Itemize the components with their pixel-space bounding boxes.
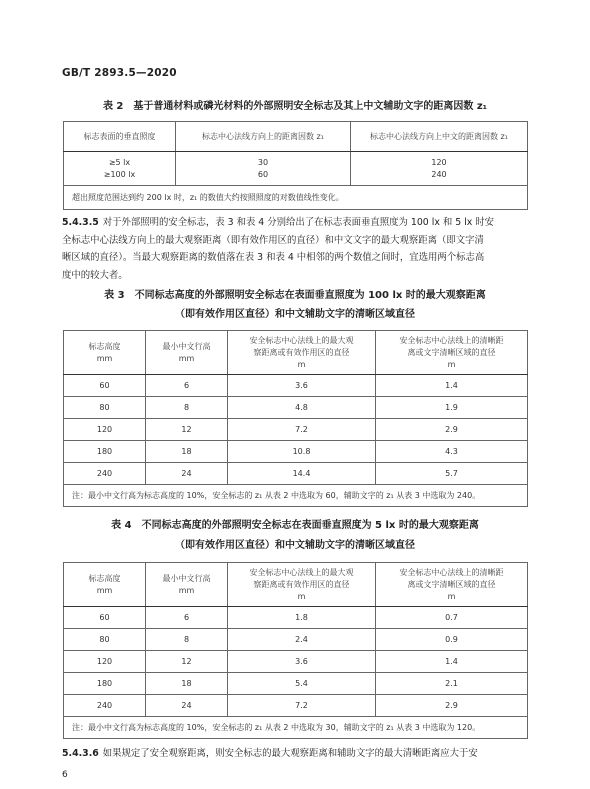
table2-header-cell: 标志中心法线方向上的距离因数 z₁ bbox=[176, 122, 351, 152]
header-text: 标志高度 bbox=[88, 341, 121, 351]
table-row bbox=[64, 651, 528, 673]
table4-cell: 8 bbox=[146, 629, 228, 651]
table2-cell: 120 bbox=[431, 157, 447, 167]
clause-text-line: 对于外部照明的安全标志，表 3 和表 4 分别给出了在标志表面垂直照度为 100 lx 和 5 lx 时安 bbox=[102, 217, 495, 228]
header-unit: mm bbox=[178, 353, 195, 363]
clause-text-line: 度中的较大者。 bbox=[62, 269, 128, 281]
table2-note: 超出照度范围达到约 200 lx 时，z₁ 的数值大约按照照度的对数值线性变化。 bbox=[64, 186, 528, 210]
table2-cell: ≥5 lx bbox=[108, 157, 131, 167]
table3-cell: 240 bbox=[64, 463, 146, 485]
header-text: 离或文字清晰区域的直径 bbox=[407, 579, 496, 589]
table3-cell: 14.4 bbox=[228, 463, 376, 485]
table4-cell: 24 bbox=[146, 695, 228, 717]
table3-cell: 8 bbox=[146, 397, 228, 419]
standard-code: GB/T 2893.5—2020 bbox=[62, 67, 177, 79]
table2-cell-group bbox=[64, 152, 176, 186]
header-text: 安全标志中心法线上的清晰距 bbox=[399, 335, 504, 345]
header-unit: m bbox=[447, 591, 456, 601]
table4-cell: 240 bbox=[64, 695, 146, 717]
table4-caption-line2: （即有效作用区直径）和中文辅助文字的清晰区域直径 bbox=[175, 540, 415, 551]
table3-cell: 10.8 bbox=[228, 441, 376, 463]
table4-cell: 2.9 bbox=[376, 695, 528, 717]
clause-number: 5.4.3.5 bbox=[62, 217, 99, 228]
clause-text-line: 晰区域的直径）。当最大观察距离的数值落在表 3 和表 4 中相邻的两个数值之间时，宜选用两个标志高 bbox=[62, 252, 485, 263]
table3-note: 注：最小中文行高为标志高度的 10%，安全标志的 z₁ 从表 2 中选取为 60，辅助文字的 z₁ 从表 3 中选取为 240。 bbox=[64, 485, 528, 507]
table3-cell: 60 bbox=[64, 375, 146, 397]
header-unit: m bbox=[297, 591, 306, 601]
table2-header-cell: 标志中心法线方向上中文的距离因数 z₁ bbox=[351, 122, 528, 152]
clause-5-4-3-6 bbox=[62, 745, 528, 763]
table2 bbox=[63, 121, 528, 210]
table3-header-cell bbox=[376, 331, 528, 375]
table4-cell: 2.1 bbox=[376, 673, 528, 695]
table4-cell: 7.2 bbox=[228, 695, 376, 717]
header-unit: mm bbox=[96, 585, 113, 595]
table3-cell: 1.9 bbox=[376, 397, 528, 419]
table2-cell: 30 bbox=[257, 157, 269, 167]
table3-header-cell bbox=[146, 331, 228, 375]
table-row bbox=[64, 152, 528, 186]
table2-caption: 表 2 基于普通材料或磷光材料的外部照明安全标志及其上中文辅助文字的距离因数 z₁ bbox=[102, 101, 488, 112]
header-text: 最小中文行高 bbox=[162, 573, 211, 583]
table4-header-cell bbox=[64, 563, 146, 607]
table4-header-cell bbox=[146, 563, 228, 607]
table2-cell-group bbox=[351, 152, 528, 186]
table3-cell: 4.8 bbox=[228, 397, 376, 419]
clause-text-line: 如果规定了安全观察距离，则安全标志的最大观察距离和辅助文字的最大清晰距离应大于安 bbox=[102, 748, 478, 759]
clause-number: 5.4.3.6 bbox=[62, 748, 99, 759]
table3-cell: 1.4 bbox=[376, 375, 528, 397]
header-text: 标志高度 bbox=[88, 573, 121, 583]
table3-cell: 24 bbox=[146, 463, 228, 485]
table3-cell: 120 bbox=[64, 419, 146, 441]
table4-cell: 2.4 bbox=[228, 629, 376, 651]
table-row bbox=[64, 397, 528, 419]
table4-cell: 3.6 bbox=[228, 651, 376, 673]
table4-caption-line1: 表 4 不同标志高度的外部照明安全标志在表面垂直照度为 5 lx 时的最大观察距离 bbox=[111, 520, 479, 531]
table4 bbox=[63, 562, 528, 739]
table4-cell: 120 bbox=[64, 651, 146, 673]
table3-cell: 18 bbox=[146, 441, 228, 463]
table-row bbox=[64, 607, 528, 629]
table3-cell: 3.6 bbox=[228, 375, 376, 397]
table2-cell: ≥100 lx bbox=[103, 169, 136, 179]
page-number: 6 bbox=[62, 770, 68, 780]
table3-cell: 2.9 bbox=[376, 419, 528, 441]
table4-cell: 0.7 bbox=[376, 607, 528, 629]
clause-5-4-3-5 bbox=[62, 214, 528, 284]
header-text: 安全标志中心法线上的清晰距 bbox=[399, 567, 504, 577]
table4-cell: 60 bbox=[64, 607, 146, 629]
table4-cell: 80 bbox=[64, 629, 146, 651]
table-row bbox=[64, 419, 528, 441]
table2-header-cell: 标志表面的垂直照度 bbox=[64, 122, 176, 152]
table4-header-cell bbox=[376, 563, 528, 607]
table4-cell: 1.4 bbox=[376, 651, 528, 673]
table3-header-cell bbox=[64, 331, 146, 375]
table4-cell: 6 bbox=[146, 607, 228, 629]
table4-note: 注：最小中文行高为标志高度的 10%，安全标志的 z₁ 从表 2 中选取为 30，辅助文字的 z₁ 从表 3 中选取为 120。 bbox=[64, 717, 528, 739]
table3-cell: 5.7 bbox=[376, 463, 528, 485]
header-text: 察距离或有效作用区的直径 bbox=[253, 579, 350, 589]
table2-cell-group bbox=[176, 152, 351, 186]
header-text: 最小中文行高 bbox=[162, 341, 211, 351]
table-row bbox=[64, 463, 528, 485]
table4-cell: 12 bbox=[146, 651, 228, 673]
table3-cell: 12 bbox=[146, 419, 228, 441]
table4-header-cell bbox=[228, 563, 376, 607]
table3-cell: 80 bbox=[64, 397, 146, 419]
header-unit: mm bbox=[96, 353, 113, 363]
table3-header-cell bbox=[228, 331, 376, 375]
table3-cell: 7.2 bbox=[228, 419, 376, 441]
table-row bbox=[64, 629, 528, 651]
table3-cell: 6 bbox=[146, 375, 228, 397]
table3 bbox=[63, 330, 528, 507]
table4-cell: 5.4 bbox=[228, 673, 376, 695]
table3-caption-line1: 表 3 不同标志高度的外部照明安全标志在表面垂直照度为 100 lx 时的最大观察距离 bbox=[104, 290, 486, 301]
clause-text-line: 全标志中心法线方向上的最大观察距离（即有效作用区的直径）和中文文字的最大观察距离（即文字清 bbox=[62, 234, 484, 246]
header-unit: mm bbox=[178, 585, 195, 595]
header-unit: m bbox=[297, 359, 306, 369]
table3-caption-line2: （即有效作用区直径）和中文辅助文字的清晰区域直径 bbox=[175, 309, 415, 320]
table3-cell: 4.3 bbox=[376, 441, 528, 463]
header-text: 安全标志中心法线上的最大观 bbox=[249, 567, 354, 577]
table-row bbox=[64, 695, 528, 717]
table4-cell: 180 bbox=[64, 673, 146, 695]
header-text: 安全标志中心法线上的最大观 bbox=[249, 335, 354, 345]
table-row bbox=[64, 441, 528, 463]
table4-cell: 18 bbox=[146, 673, 228, 695]
table3-cell: 180 bbox=[64, 441, 146, 463]
table-row bbox=[64, 673, 528, 695]
table4-cell: 1.8 bbox=[228, 607, 376, 629]
table2-cell: 60 bbox=[257, 169, 269, 179]
header-text: 察距离或有效作用区的直径 bbox=[253, 347, 350, 357]
header-unit: m bbox=[447, 359, 456, 369]
table2-cell: 240 bbox=[431, 169, 447, 179]
header-text: 离或文字清晰区域的直径 bbox=[407, 347, 496, 357]
table-row bbox=[64, 375, 528, 397]
table4-cell: 0.9 bbox=[376, 629, 528, 651]
